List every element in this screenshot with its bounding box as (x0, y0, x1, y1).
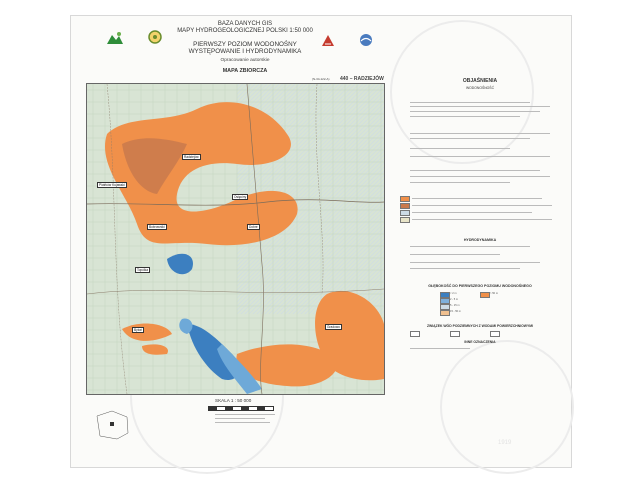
map-canvas (87, 84, 384, 394)
legend-section-heading: WODONOŚNOŚĆ (465, 86, 495, 90)
footer-line (215, 422, 270, 423)
legend-swatch (400, 196, 410, 202)
depth-class-label: 15 - 50 m (450, 310, 461, 313)
depth-class-label: 2 - 5 m (450, 298, 459, 301)
watermark-year: 1919 (498, 440, 512, 446)
sheet-name: 440 – RADZIEJÓW (340, 76, 384, 82)
place-label: Osięciny (234, 195, 247, 199)
depth-swatch (440, 310, 450, 316)
place-label: Radziejów (184, 155, 199, 159)
title-line-1: BAZA DANYCH GIS (217, 21, 273, 27)
nfosigw-logo (357, 32, 375, 48)
footer-line (215, 418, 265, 419)
subtitle-line-2: WYSTĘPOWANIE I HYDRODYNAMIKA (188, 48, 302, 55)
legend-title: OBJAŚNIENIA (462, 78, 498, 84)
legend-swatch (400, 210, 410, 216)
place-label: Dobre (249, 225, 258, 229)
locator-map (92, 408, 132, 442)
legend-swatch (400, 217, 410, 223)
depth-class-label: > 50 m (490, 292, 499, 295)
depth-swatch (480, 292, 490, 298)
legend-panel (400, 78, 560, 458)
legend-section-heading: ZWIĄZEK WÓD PODZIEMNYCH Z WODAMI POWIERZCHNIOWYMI (426, 324, 534, 328)
legend-swatch (490, 331, 500, 337)
legend-section-heading: HYDRODYNAMIKA (463, 238, 497, 242)
place-label: Bobrowniki (149, 225, 165, 229)
place-label: Gradowo (327, 325, 340, 329)
subtitle-line-1: PIERWSZY POZIOM WODONOŚNY (193, 41, 297, 48)
legend-swatch (400, 203, 410, 209)
title-block (150, 21, 340, 35)
legend-section-heading: INNE OZNACZENIA (464, 340, 496, 344)
sheet-code: (N-34-122-A) (312, 77, 330, 81)
authors-label: Opracowanie autorskie (220, 58, 270, 63)
scale-label: SKALA 1 : 50 000 (215, 398, 252, 403)
title-line-2: MAPY HYDROGEOLOGICZNEJ POLSKI 1:50 000 (177, 28, 313, 34)
place-label: Piotrków Kujawski (99, 183, 125, 187)
subtitle-block (140, 41, 350, 55)
legend-swatch (410, 331, 420, 337)
map-type-label: MAPA ZBIORCZA (222, 68, 268, 74)
footer-line (215, 414, 275, 415)
place-label: Bytoń (134, 328, 143, 332)
pig-logo (106, 30, 124, 46)
legend-swatch (450, 331, 460, 337)
map-frame (86, 83, 385, 395)
depth-class-label: < 2 m (450, 292, 457, 295)
depth-class-label: 5 - 15 m (450, 304, 460, 307)
scale-bar (208, 406, 274, 411)
place-label: Topólka (137, 268, 148, 272)
legend-section-heading: GŁĘBOKOŚĆ DO PIERWSZEGO POZIOMU WODONOŚNEGO (428, 284, 532, 288)
